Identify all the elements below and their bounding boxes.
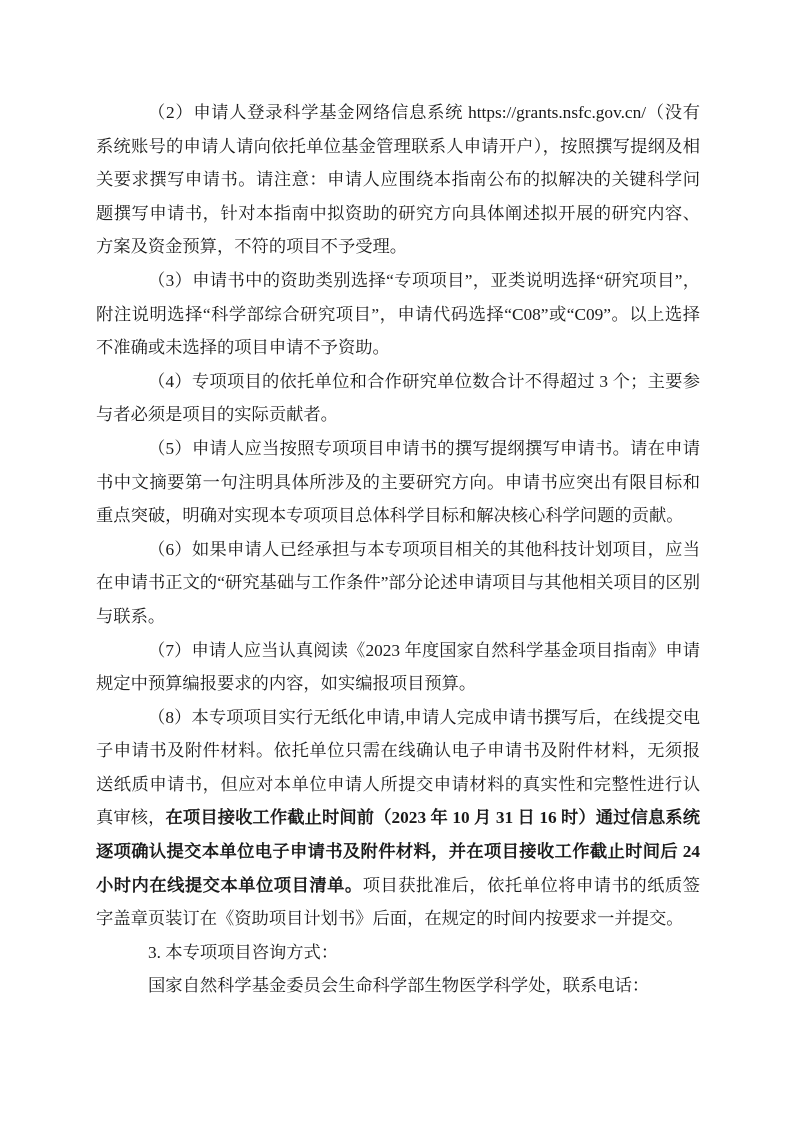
text-run: （7）申请人应当认真阅读《2023 年度国家自然科学基金项目指南》申请规定中预算编报要求的内容，如实编报项目预算。 bbox=[96, 640, 700, 694]
paragraph-item-2-application-system bbox=[96, 96, 700, 264]
paragraph-item-8-paperless-submission bbox=[96, 701, 700, 936]
deadline-emphasis-text: 在项目接收工作截止时间前（2023 年 10 月 31 日 16 时）通过信息系统逐项确认提交本单位电子申请书及附件材料，并在项目接收工作截止时间后 24 小时内在线提交本单位项目清单。 bbox=[96, 808, 700, 895]
text-run: （5）申请人应当按照专项项目申请书的撰写提纲撰写申请书。请在申请书中文摘要第一句注明具体所涉及的主要研究方向。申请书应突出有限目标和重点突破，明确对实现本专项项目总体科学目标和解决核心科学问题的贡献。 bbox=[96, 438, 700, 526]
text-run: 国家自然科学基金委员会生命科学部生物医学科学处，联系电话： bbox=[148, 976, 650, 996]
paragraph-contact-info bbox=[96, 969, 700, 1003]
paragraph-item-7-budget-guide bbox=[96, 634, 700, 701]
paragraph-item-4-unit-limit bbox=[96, 365, 700, 432]
paragraph-consult-heading bbox=[96, 936, 700, 970]
paragraph-item-5-outline-requirements bbox=[96, 432, 700, 533]
text-run: （3）申请书中的资助类别选择“专项项目”，亚类说明选择“研究项目”，附注说明选择“科学部综合研究项目”，申请代码选择“C08”或“C09”。以上选择不准确或未选择的项目申请不予资助。 bbox=[96, 270, 700, 358]
text-run: 3. 本专项项目咨询方式： bbox=[148, 942, 339, 962]
paragraph-item-6-related-projects bbox=[96, 533, 700, 634]
text-run: （6）如果申请人已经承担与本专项项目相关的其他科技计划项目，应当在申请书正文的“研究基础与工作条件”部分论述申请项目与其他相关项目的区别与联系。 bbox=[96, 539, 700, 626]
paragraph-item-3-category-selection bbox=[96, 264, 700, 365]
text-run: 项目获批准后，依托单位将申请书的纸质签字盖章页装订在《资助项目计划书》后面，在规定的时间内按要求一并提交。 bbox=[96, 875, 700, 929]
text-run: （没有系统账号的申请人请向依托单位基金管理联系人申请开户），按照撰写提纲及相关要求撰写申请书。请注意：申请人应围绕本指南公布的拟解决的关键科学问题撰写申请书，针对本指南中拟资助的研究方向具体阐述拟开展的研究内容、方案及资金预算，不符的项目不予受理。 bbox=[96, 103, 700, 257]
text-run: （2）申请人登录科学基金网络信息系统 bbox=[148, 103, 469, 122]
text-run: （4）专项项目的依托单位和合作研究单位数合计不得超过 3 个；主要参与者必须是项目的实际贡献者。 bbox=[96, 371, 700, 425]
grants-system-url: https://grants.nsfc.gov.cn/ bbox=[468, 103, 647, 122]
text-run: （8）本专项项目实行无纸化申请,申请人完成申请书撰写后，在线提交电子申请书及附件材料。依托单位只需在线确认电子申请书及附件材料，无须报送纸质申请书，但应对本单位申请人所提交申请材料的真实性和完整性进行认真审核， bbox=[96, 707, 700, 828]
